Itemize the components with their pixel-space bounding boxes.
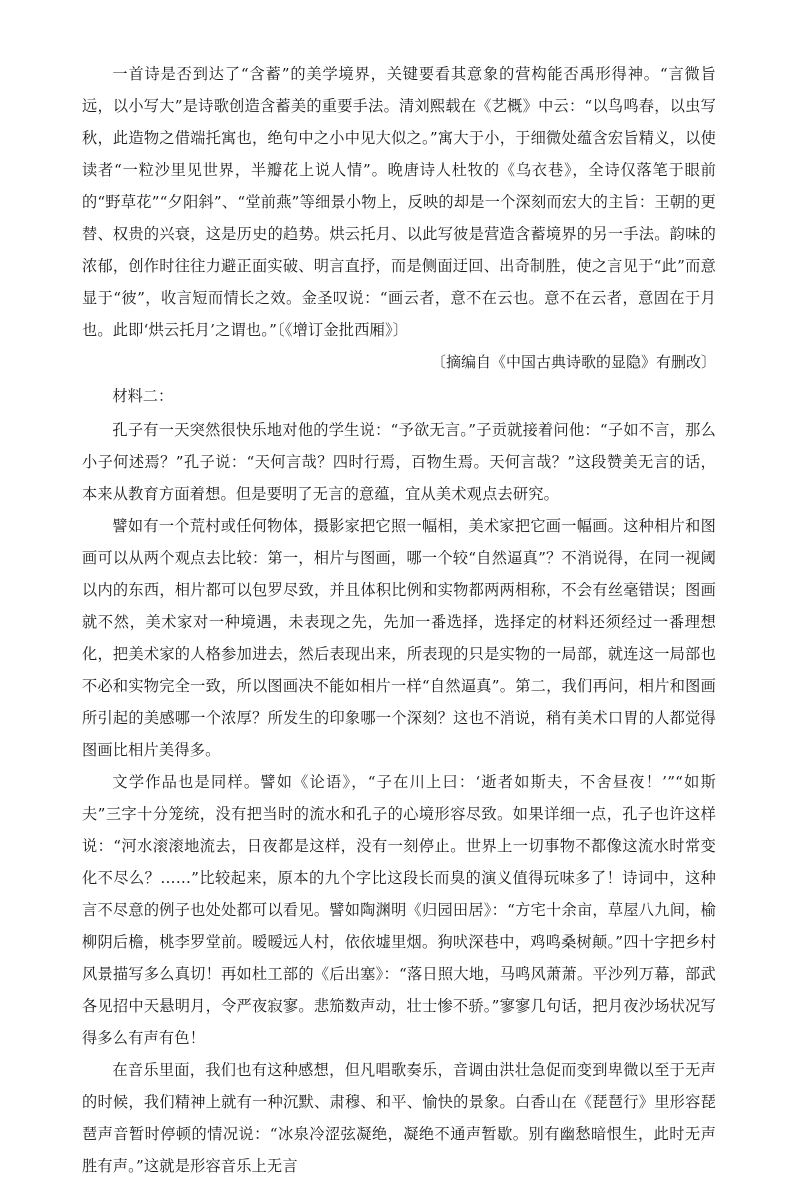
paragraph-poetry-implicit: 一首诗是否到达了“含蓄”的美学境界，关键要看其意象的营构能否禹形得神。“言微旨远，以小写大”是诗歌创造含蓄美的重要手法。清刘熙载在《艺概》中云：“以鸟鸣春，以虫写秋，此造物之借端托寓也，绝句中之小中见大似之。”寓大于小，于细微处蕴含宏旨精义，以使读者“一粒沙里见世界，半瓣花上说人情”。晚唐诗人杜牧的《乌衣巷》，全诗仅落笔于眼前的“野草花”“夕阳斜”、“堂前燕”等细景小物上，反映的却是一个深刻而宏大的主旨：王朝的更替、权贵的兴衰，这是历史的趋势。烘云托月、以此写彼是营造含蓄境界的另一手法。韵味的浓郁，创作时往往力避正面实破、明言直抒，而是侧面迂回、出奇制胜，使之言见于“此”而意显于“彼”，收言短而情长之效。金圣叹说：“画云者，意不在云也。意不在云者，意固在于月也。此即‘烘云托月’之谓也。”〔《增订金批西厢》〕 — [82, 65, 716, 339]
source-citation: 〔摘编自《中国古典诗歌的显隐》有删改〕 — [430, 353, 716, 371]
document-page — [82, 58, 716, 1182]
material-2-heading: 材料二： — [112, 387, 174, 405]
paragraph-literature: 文学作品也是同样。譬如《论语》，“子在川上曰：‘逝者如斯夫，不舍昼夜！’”“如斯夫”三字十分笼统，没有把当时的流水和孔子的心境形容尽致。如果详细一点，孔子也许这样说：“河水滚滚地流去，日夜都是这样，没有一刻停止。世界上一切事物不都像这流水时常变化不尽么？……”比较起来，原本的九个字比这段长而臭的演义值得玩味多了！诗词中，这种言不尽意的例子也处处都可以看见。譬如陶渊明《归园田居》：“方宅十余亩，草屋八九间，榆柳阴后檐，桃李罗堂前。暧暧远人村，依依墟里烟。狗吠深巷中，鸡鸣桑树颠。”四十字把乡村风景描写多么真切！再如杜工部的《后出塞》：“落日照大地，马鸣风萧萧。平沙列万幕，部武各见招中天悬明月，令严夜寂寥。悲笳数声动，壮士惨不骄。”寥寥几句话，把月夜沙场状况写得多么有声有色！ — [82, 773, 716, 1047]
paragraph-photo-vs-painting: 譬如有一个荒村或任何物体，摄影家把它照一幅相，美术家把它画一幅画。这种相片和图画可以从两个观点去比较：第一，相片与图画，哪一个较“自然逼真”？不消说得，在同一视阈以内的东西，相片都可以包罗尽致，并且体积比例和实物都两两相称，不会有丝毫错误；图画就不然，美术家对一种境遇，未表现之先，先加一番选择，选择定的材料还须经过一番理想化，把美术家的人格参加进去，然后表现出来，所表现的只是实物的一局部，就连这一局部也不必和实物完全一致，所以图画决不能如相片一样“自然逼真”。第二，我们再问，相片和图画所引起的美感哪一个浓厚？所发生的印象哪一个深刻？这也不消说，稍有美术口胃的人都觉得图画比相片美得多。 — [82, 517, 716, 759]
paragraph-confucius: 孔子有一天突然很快乐地对他的学生说：“予欲无言。”子贡就接着问他：“子如不言，那么小子何述焉？”孔子说：“天何言哉？四时行焉，百物生焉。天何言哉？”这段赞美无言的话，本来从教育方面着想。但是要明了无言的意蕴，宜从美术观点去研究。 — [82, 421, 716, 503]
paragraph-music: 在音乐里面，我们也有这种感想，但凡唱歌奏乐，音调由洪壮急促而变到卑微以至于无声的时候，我们精神上就有一种沉默、肃穆、和平、愉快的景象。白香山在《琵琶行》里形容琵琶声音暂时停顿的情况说：“冰泉冷涩弦凝绝，凝绝不通声暂歇。别有幽愁暗恨生，此时无声胜有声。”这就是形容音乐上无言 — [82, 1061, 716, 1175]
